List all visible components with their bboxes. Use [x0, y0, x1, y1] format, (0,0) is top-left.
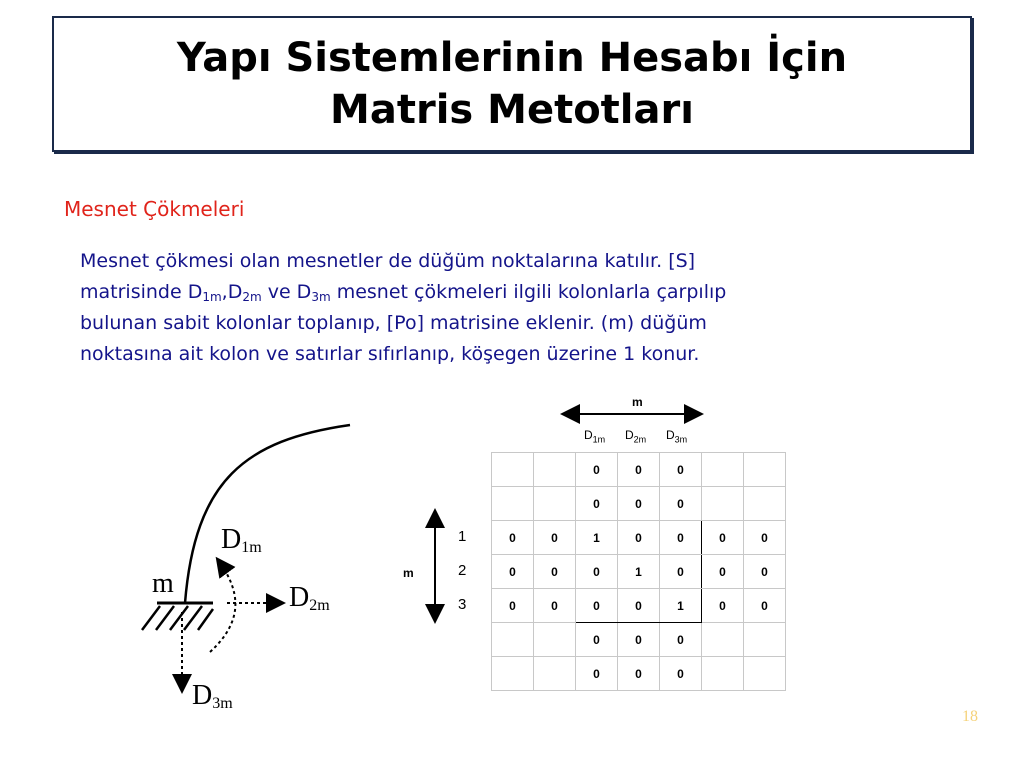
- matrix-cell: 0: [618, 657, 660, 691]
- arch-member: [185, 425, 350, 603]
- matrix-cell: 0: [576, 623, 618, 657]
- matrix-side-label: m: [403, 566, 414, 580]
- matrix-cell: 0: [660, 657, 702, 691]
- matrix-row: [492, 521, 786, 555]
- matrix-cell: [492, 453, 534, 487]
- d1m-label: $D_{1m}$: [221, 524, 262, 556]
- paragraph-line-3: bulunan sabit kolonlar toplanıp, [Po] matrisine eklenir. (m) düğüm: [80, 312, 707, 334]
- node-label-m: m: [152, 568, 174, 599]
- matrix-cell: 0: [660, 555, 702, 589]
- matrix-cell: [534, 657, 576, 691]
- matrix-cell: [744, 623, 786, 657]
- matrix-cell: [534, 623, 576, 657]
- matrix-cell: 0: [534, 521, 576, 555]
- matrix-cell: [492, 623, 534, 657]
- matrix-cell: 0: [492, 555, 534, 589]
- matrix-row: [492, 657, 786, 691]
- section-heading: Mesnet Çökmeleri: [64, 197, 245, 221]
- d1m-rotation-arrow: [210, 560, 235, 652]
- stiffness-matrix: [491, 452, 786, 691]
- matrix-cell: 0: [702, 555, 744, 589]
- matrix-cell: 0: [618, 623, 660, 657]
- matrix-cell: [702, 623, 744, 657]
- matrix-cell: 0: [660, 623, 702, 657]
- matrix-cell: 0: [534, 589, 576, 623]
- matrix-cell: [744, 657, 786, 691]
- d3m-label: $D_{3m}$: [192, 680, 233, 712]
- matrix-cell: 0: [618, 487, 660, 521]
- paragraph-line-2: matrisinde $D_{1m},D_{2m}$ ve $D_{3m}$ mesnet çökmeleri ilgili kolonlarla çarpılıp: [80, 281, 727, 304]
- matrix-cell: 0: [660, 487, 702, 521]
- matrix-cell: 0: [576, 487, 618, 521]
- matrix-cell: 0: [744, 589, 786, 623]
- matrix-cell: [702, 657, 744, 691]
- slide-number: 18: [962, 708, 978, 725]
- matrix-cell: [702, 453, 744, 487]
- paragraph-line-1: Mesnet çökmesi olan mesnetler de düğüm noktalarına katılır. [S]: [80, 250, 696, 272]
- matrix-cell: [744, 487, 786, 521]
- title-line-1: Yapı Sistemlerinin Hesabı İçin: [176, 35, 848, 81]
- matrix-cell: 0: [576, 589, 618, 623]
- col-header-d1m: $D_{1m}$: [584, 428, 606, 445]
- matrix-cell: [492, 657, 534, 691]
- matrix-cell: 1: [576, 521, 618, 555]
- matrix-cell: 0: [576, 555, 618, 589]
- matrix-cell: 0: [618, 589, 660, 623]
- matrix-cell: 0: [744, 521, 786, 555]
- matrix-row: [492, 453, 786, 487]
- matrix-cell: 0: [492, 589, 534, 623]
- matrix-top-label: m: [632, 395, 643, 409]
- matrix-cell: 0: [576, 453, 618, 487]
- matrix-row: [492, 487, 786, 521]
- col-header-d3m: $D_{3m}$: [666, 428, 688, 445]
- matrix-cell: [534, 487, 576, 521]
- d2m-label: $D_{2m}$: [289, 582, 330, 614]
- matrix-cell: 0: [618, 453, 660, 487]
- support-hatch: [142, 606, 213, 630]
- matrix-cell: 0: [534, 555, 576, 589]
- row-number-3: 3: [458, 596, 467, 613]
- matrix-cell: 0: [702, 521, 744, 555]
- matrix-row: [492, 589, 786, 623]
- matrix-cell: 0: [492, 521, 534, 555]
- matrix-cell: 0: [744, 555, 786, 589]
- matrix-cell: [492, 487, 534, 521]
- matrix-row: [492, 555, 786, 589]
- col-header-d2m: $D_{2m}$: [625, 428, 647, 445]
- matrix-row: [492, 623, 786, 657]
- matrix-cell: [744, 453, 786, 487]
- matrix-cell: [702, 487, 744, 521]
- matrix-cell: 0: [618, 521, 660, 555]
- title-line-2: Matris Metotları: [330, 87, 694, 133]
- matrix-cell: 0: [660, 453, 702, 487]
- matrix-cell: 0: [660, 521, 702, 555]
- row-number-2: 2: [458, 562, 467, 579]
- paragraph-line-4: noktasına ait kolon ve satırlar sıfırlanıp, köşegen üzerine 1 konur.: [80, 343, 700, 365]
- matrix-cell: [534, 453, 576, 487]
- row-number-1: 1: [458, 528, 467, 545]
- matrix-cell: 0: [702, 589, 744, 623]
- matrix-cell: 1: [660, 589, 702, 623]
- matrix-cell: 0: [576, 657, 618, 691]
- matrix-cell: 1: [618, 555, 660, 589]
